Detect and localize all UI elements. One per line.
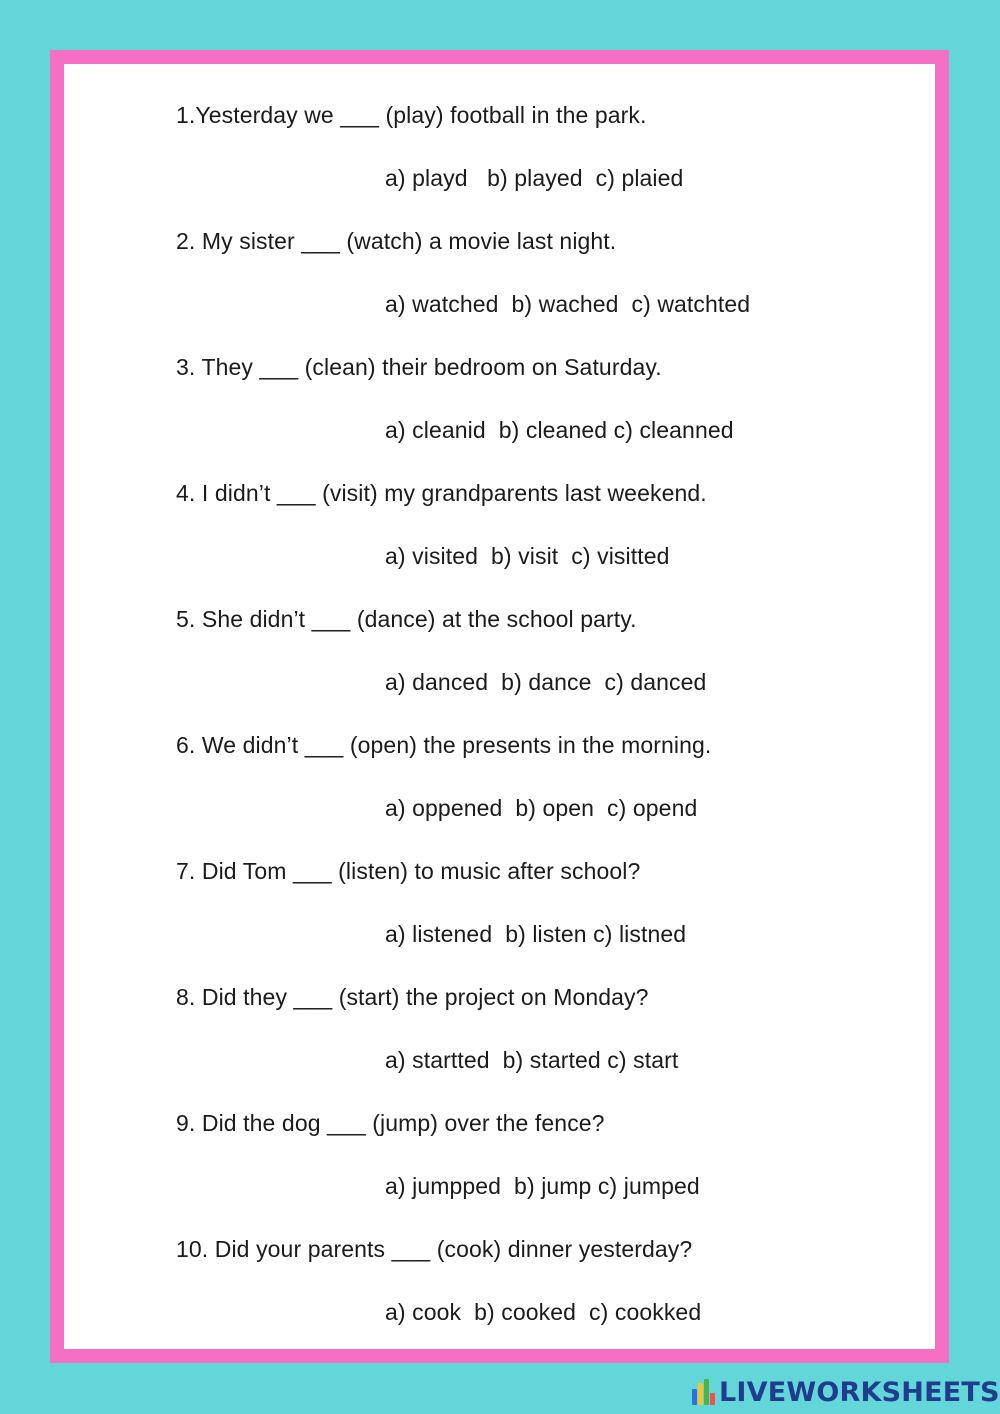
- worksheet-paper: [64, 64, 935, 1349]
- liveworksheets-logo-text: LIVEWORKSHEETS: [719, 1376, 1000, 1408]
- options-9: a) jumpped b) jump c) jumped: [385, 1173, 700, 1199]
- options-4: a) visited b) visit c) visitted: [385, 543, 670, 569]
- options-5: a) danced b) dance c) danced: [385, 669, 707, 695]
- question-6: 6. We didn’t ___ (open) the presents in the morning.: [176, 732, 712, 758]
- options-10: a) cook b) cooked c) cookked: [385, 1299, 702, 1325]
- question-1: 1.Yesterday we ___ (play) football in the park.: [176, 102, 647, 128]
- question-4: 4. I didn’t ___ (visit) my grandparents last weekend.: [176, 480, 707, 506]
- question-2: 2. My sister ___ (watch) a movie last night.: [176, 228, 617, 254]
- question-9: 9. Did the dog ___ (jump) over the fence?: [176, 1110, 605, 1136]
- options-7: a) listened b) listen c) listned: [385, 921, 687, 947]
- options-3: a) cleanid b) cleaned c) cleanned: [385, 417, 734, 443]
- options-1: a) playd b) played c) plaied: [385, 165, 684, 191]
- question-3: 3. They ___ (clean) their bedroom on Saturday.: [176, 354, 662, 380]
- options-2: a) watched b) wached c) watchted: [385, 291, 751, 317]
- options-6: a) oppened b) open c) opend: [385, 795, 698, 821]
- question-7: 7. Did Tom ___ (listen) to music after school?: [176, 858, 641, 884]
- liveworksheets-logo-icon: [692, 1379, 714, 1405]
- question-10: 10. Did your parents ___ (cook) dinner yesterday?: [176, 1236, 693, 1262]
- question-8: 8. Did they ___ (start) the project on Monday?: [176, 984, 649, 1010]
- question-5: 5. She didn’t ___ (dance) at the school party.: [176, 606, 637, 632]
- liveworksheets-logo[interactable]: [692, 1375, 1000, 1409]
- options-8: a) startted b) started c) start: [385, 1047, 679, 1073]
